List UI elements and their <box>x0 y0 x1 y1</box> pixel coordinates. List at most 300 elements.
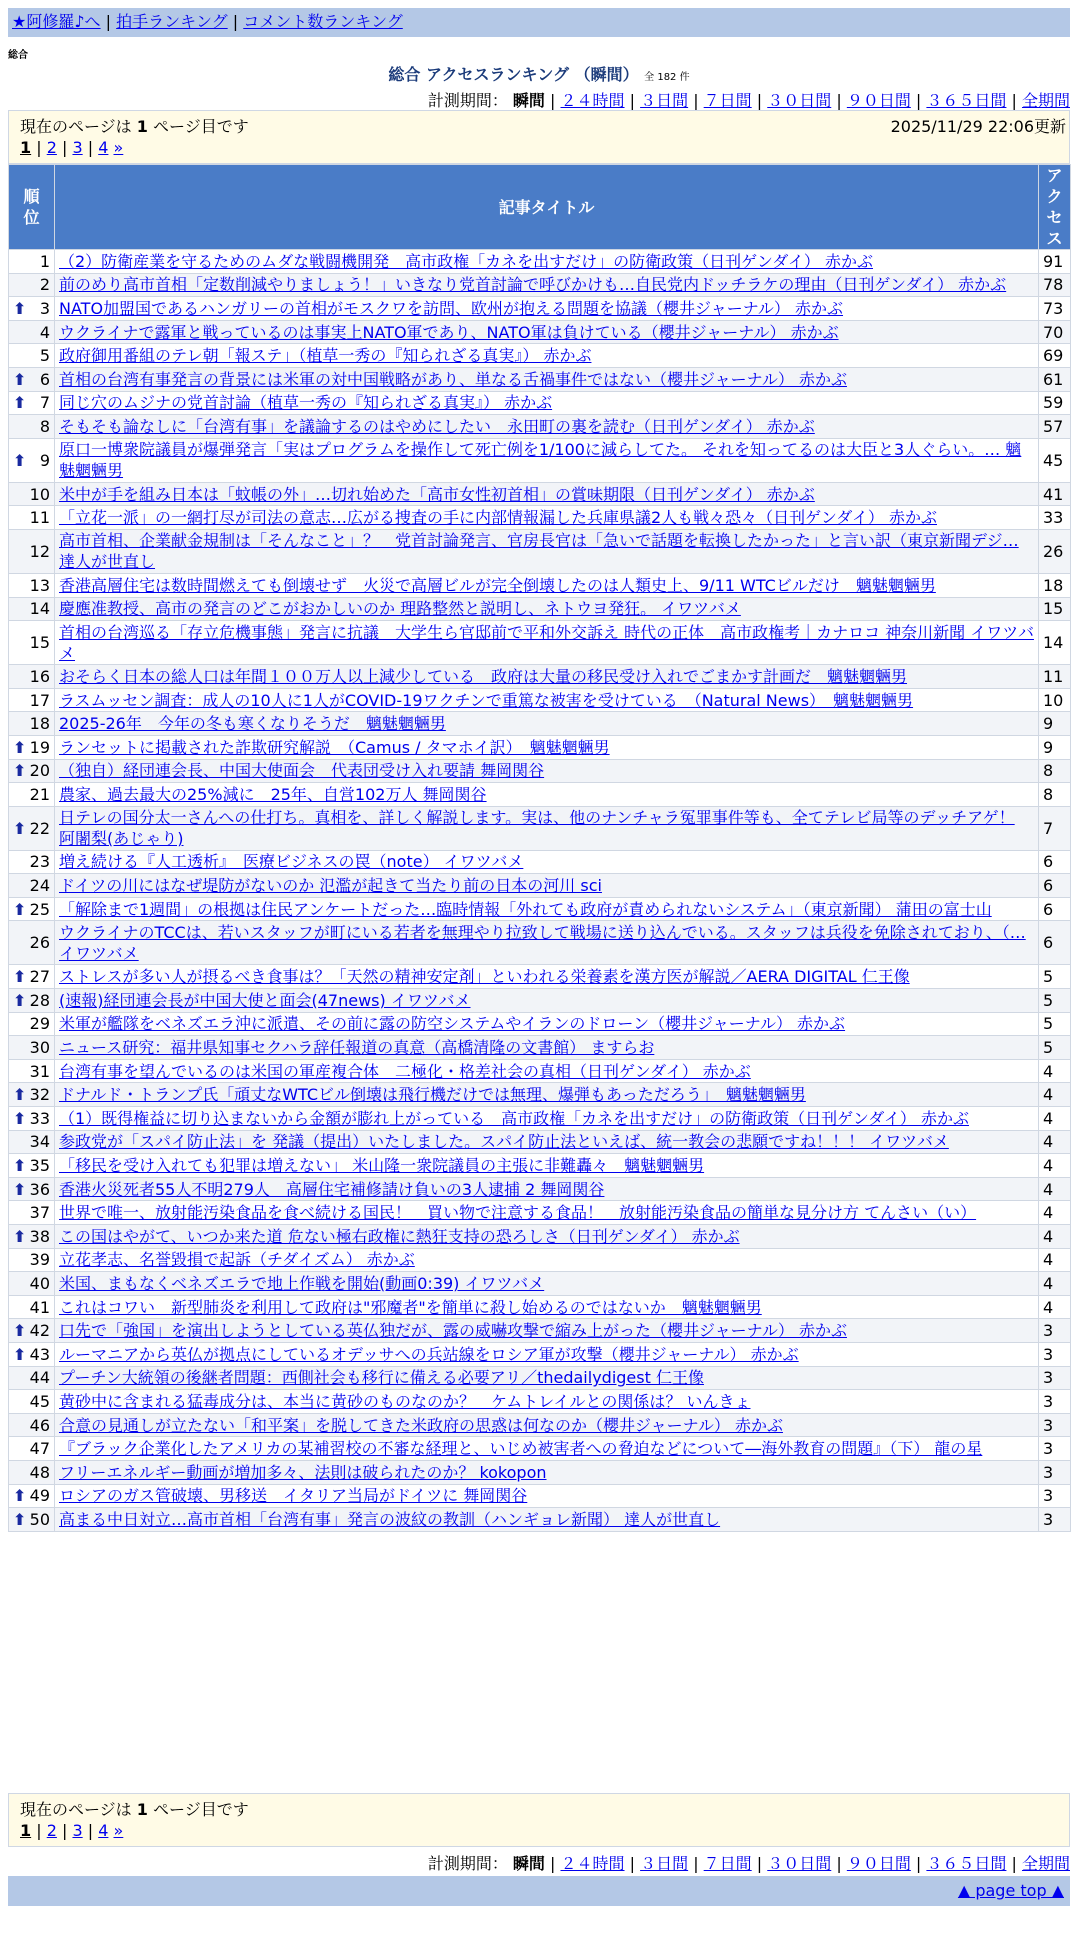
article-link[interactable]: 増え続ける『人工透析』 医療ビジネスの罠（note） イワツバメ <box>59 852 524 872</box>
rank-cell <box>9 1177 55 1201</box>
page-info-number: 1 <box>136 117 148 136</box>
table-row <box>9 1272 1071 1296</box>
article-link[interactable]: これはコワい 新型肺炎を利用して政府は"邪魔者"を簡単に殺し始めるのではないか 魑魅魍魎男 <box>59 1297 762 1317</box>
title-cell <box>55 850 1039 874</box>
rank-number: 36 <box>29 1179 50 1199</box>
rank-cell <box>9 783 55 807</box>
article-link[interactable]: 2025-26年 今年の冬も寒くなりそうだ 魑魅魍魎男 <box>59 714 446 734</box>
up-arrow-icon: ⬆ <box>13 1156 27 1176</box>
title-cell <box>55 1177 1039 1201</box>
count-header: アクセス <box>1039 165 1071 250</box>
title-cell <box>55 506 1039 530</box>
article-link[interactable]: 香港火災死者55人不明279人 高層住宅補修請け負いの3人逮捕 2 舞岡関谷 <box>59 1179 605 1199</box>
title-cell <box>55 250 1039 274</box>
table-row <box>9 688 1071 712</box>
period-link[interactable]: ３日間 <box>640 1854 689 1873</box>
access-count: 4 <box>1039 1225 1071 1249</box>
title-header: 記事タイトル <box>55 165 1039 250</box>
rank-number: 1 <box>39 251 50 271</box>
title-cell <box>55 1342 1039 1366</box>
access-count: 8 <box>1039 759 1071 783</box>
article-link[interactable]: 首相の台湾巡る「存立危機事態」発言に抗議 大学生ら官邸前で平和外交訴え 時代の正体 高市政権考｜カナロコ 神奈川新聞 イワツバメ <box>59 622 1034 663</box>
rank-number: 22 <box>29 818 50 838</box>
title-cell <box>55 735 1039 759</box>
rank-number: 39 <box>29 1250 50 1270</box>
home-link[interactable]: ★阿修羅♪へ <box>12 12 101 31</box>
rank-cell <box>9 621 55 665</box>
table-row <box>9 1177 1071 1201</box>
title-cell <box>55 965 1039 989</box>
page-info-bottom <box>20 1797 249 1820</box>
rank-cell <box>9 806 55 850</box>
title-cell <box>55 759 1039 783</box>
rank-number: 18 <box>29 714 50 734</box>
page-info-number: 1 <box>136 1800 148 1819</box>
access-count: 61 <box>1039 367 1071 391</box>
rank-cell <box>9 897 55 921</box>
rank-number: 2 <box>39 275 50 295</box>
article-link[interactable]: 日テレの国分太一さんへの仕打ち。真相を、詳しく解説します。実は、他のナンチャラ冤罪事件等も、全てテレビ局等のデッチアゲ！ 阿闍梨(あじゃり) <box>59 808 1015 849</box>
access-count: 4 <box>1039 1083 1071 1107</box>
table-row <box>9 1107 1071 1131</box>
table-row <box>9 482 1071 506</box>
up-arrow-icon: ⬆ <box>13 450 27 470</box>
article-link[interactable]: ロシアのガス管破壊、男移送 イタリア当局がドイツに 舞岡関谷 <box>59 1486 528 1506</box>
table-row <box>9 367 1071 391</box>
rank-number: 7 <box>39 393 50 413</box>
period-link[interactable]: ３０日間 <box>767 91 832 110</box>
access-count: 7 <box>1039 806 1071 850</box>
pager-link[interactable]: 2 <box>46 138 57 157</box>
pager-link[interactable]: 2 <box>46 1821 57 1840</box>
rank-number: 28 <box>29 990 50 1010</box>
article-link[interactable]: そもそも論なしに「台湾有事」を議論するのはやめにしたい 永田町の裏を読む（日刊ゲンダイ） 赤かぶ <box>59 416 815 436</box>
rank-cell <box>9 688 55 712</box>
title-cell <box>55 806 1039 850</box>
rank-number: 29 <box>29 1014 50 1034</box>
title-cell <box>55 1083 1039 1107</box>
period-link[interactable]: ３６５日間 <box>926 91 1007 110</box>
access-count: 26 <box>1039 529 1071 573</box>
rank-cell <box>9 1059 55 1083</box>
article-link[interactable]: (速報)経団連会長が中国大使と面会(47news) イワツバメ <box>59 990 471 1010</box>
category-label: 総合 <box>8 50 28 61</box>
rank-number: 30 <box>29 1038 50 1058</box>
separator: | <box>831 1854 847 1873</box>
table-row <box>9 320 1071 344</box>
rank-number: 34 <box>29 1132 50 1152</box>
access-count: 4 <box>1039 1201 1071 1225</box>
table-row <box>9 1460 1071 1484</box>
period-current: 瞬間 <box>512 91 545 110</box>
access-count: 11 <box>1039 665 1071 689</box>
table-row <box>9 1319 1071 1343</box>
title-cell <box>55 438 1039 482</box>
period-link[interactable]: 全期間 <box>1021 91 1070 110</box>
article-link[interactable]: ストレスが多い人が摂るべき食事は？「天然の精神安定剤」といわれる栄養素を漢方医が解説／AERA DIGITAL 仁王像 <box>59 967 910 987</box>
rank-number: 8 <box>39 416 50 436</box>
table-row <box>9 989 1071 1013</box>
rank-cell <box>9 391 55 415</box>
rank-cell <box>9 573 55 597</box>
period-link[interactable]: ９０日間 <box>846 91 911 110</box>
access-count: 5 <box>1039 1012 1071 1036</box>
title-cell <box>55 344 1039 368</box>
access-count: 33 <box>1039 506 1071 530</box>
rank-cell <box>9 320 55 344</box>
article-link[interactable]: ニュース研究：福井県知事セクハラ辞任報道の真意（高橋清隆の文書館） ますらお <box>59 1038 655 1058</box>
table-row <box>9 1083 1071 1107</box>
access-count: 3 <box>1039 1508 1071 1532</box>
rank-cell <box>9 344 55 368</box>
title-cell <box>55 688 1039 712</box>
period-link[interactable]: ２４時間 <box>560 1854 625 1873</box>
access-count: 3 <box>1039 1319 1071 1343</box>
rank-cell <box>9 1201 55 1225</box>
access-count: 91 <box>1039 250 1071 274</box>
article-link[interactable]: この国はやがて、いつか来た道 危ない極右政権に熱狂支持の恐ろしさ（日刊ゲンダイ） 赤かぶ <box>59 1226 740 1246</box>
title-cell <box>55 1225 1039 1249</box>
up-arrow-icon: ⬆ <box>13 990 27 1010</box>
rank-number: 25 <box>29 899 50 919</box>
separator: | <box>751 1854 768 1873</box>
title-cell <box>55 297 1039 321</box>
separator: | <box>36 138 47 157</box>
article-link[interactable]: 米国、まもなくベネズエラで地上作戦を開始(動画0:39) イワツバメ <box>59 1273 545 1293</box>
up-arrow-icon: ⬆ <box>13 899 27 919</box>
access-count: 6 <box>1039 850 1071 874</box>
rank-cell <box>9 1154 55 1178</box>
title-cell <box>55 1248 1039 1272</box>
rank-number: 13 <box>29 575 50 595</box>
rank-cell <box>9 482 55 506</box>
access-count: 3 <box>1039 1390 1071 1414</box>
up-arrow-icon: ⬆ <box>13 1179 27 1199</box>
table-header-row <box>9 165 1071 250</box>
article-link[interactable]: 米中が手を組み日本は「蚊帳の外」…切れ始めた「高市女性初首相」の賞味期限（日刊ゲンダイ） 赤かぶ <box>59 484 815 504</box>
rank-number: 4 <box>39 322 50 342</box>
title-cell <box>55 1272 1039 1296</box>
article-link[interactable]: 「移民を受け入れても犯罪は増えない」 米山隆一衆院議員の主張に非難轟々 魑魅魍魎男 <box>59 1156 705 1176</box>
title-cell <box>55 320 1039 344</box>
separator: | <box>105 12 117 31</box>
article-link[interactable]: （2）防衛産業を守るためのムダな戦闘機開発 高市政権「カネを出すだけ」の防衛政策（日刊ゲンダイ） 赤かぶ <box>59 251 873 271</box>
rank-number: 48 <box>29 1462 50 1482</box>
rank-cell <box>9 965 55 989</box>
table-row <box>9 529 1071 573</box>
rank-cell <box>9 712 55 736</box>
period-link[interactable]: ９０日間 <box>846 1854 911 1873</box>
access-count: 5 <box>1039 989 1071 1013</box>
title-cell <box>55 665 1039 689</box>
rank-cell <box>9 367 55 391</box>
access-count: 4 <box>1039 1248 1071 1272</box>
pager-next[interactable]: » <box>113 138 124 157</box>
title-cell <box>55 874 1039 898</box>
access-count: 3 <box>1039 1413 1071 1437</box>
access-count: 18 <box>1039 573 1071 597</box>
rank-number: 31 <box>29 1061 50 1081</box>
title-cell <box>55 1130 1039 1154</box>
pager-current: 1 <box>20 138 32 157</box>
rank-number: 15 <box>29 633 50 653</box>
article-link[interactable]: 世界で唯一、放射能汚染食品を食べ続ける国民！ 買い物で注意する食品！ 放射能汚染食品の簡単な見分け方 てんさい（い） <box>59 1203 977 1223</box>
table-row <box>9 712 1071 736</box>
up-arrow-icon: ⬆ <box>13 761 27 781</box>
table-row <box>9 1484 1071 1508</box>
article-link[interactable]: 立花孝志、名誉毀損で起訴（チダイズム） 赤かぶ <box>59 1250 415 1270</box>
rank-cell <box>9 1130 55 1154</box>
rank-number: 9 <box>39 450 50 470</box>
up-arrow-icon: ⬆ <box>13 1509 27 1529</box>
article-link[interactable]: NATO加盟国であるハンガリーの首相がモスクワを訪問、欧州が抱える問題を協議（櫻井ジャーナル） 赤かぶ <box>59 298 844 318</box>
table-row <box>9 897 1071 921</box>
article-link[interactable]: ウクライナのTCCは、若いスタッフが町にいる若者を無理やり拉致して戦場に送り込んでいる。スタッフは兵役を免除されており、（… イワツバメ <box>59 922 1026 963</box>
separator: | <box>831 91 847 110</box>
article-link[interactable]: 台湾有事を望んでいるのは米国の軍産複合体 二極化・格差社会の真相（日刊ゲンダイ） 赤かぶ <box>59 1061 751 1081</box>
period-link[interactable]: ７日間 <box>703 1854 752 1873</box>
rank-cell <box>9 1413 55 1437</box>
article-link[interactable]: （独自）経団連会長、中国大使面会 代表団受け入れ要請 舞岡関谷 <box>59 761 545 781</box>
page-top-link[interactable]: ▲ page top ▲ <box>957 1881 1064 1900</box>
pager-next[interactable]: » <box>113 1821 124 1840</box>
rank-cell <box>9 506 55 530</box>
rank-cell <box>9 665 55 689</box>
table-row <box>9 250 1071 274</box>
title-cell <box>55 273 1039 297</box>
access-count: 3 <box>1039 1366 1071 1390</box>
table-row <box>9 1390 1071 1414</box>
table-row <box>9 1154 1071 1178</box>
table-row <box>9 344 1071 368</box>
rank-cell <box>9 1508 55 1532</box>
table-row <box>9 391 1071 415</box>
article-link[interactable]: ランセットに掲載された詐欺研究解説 （Camus / タマホイ訳） 魑魅魍魎男 <box>59 737 610 757</box>
access-count: 4 <box>1039 1272 1071 1296</box>
article-link[interactable]: 「立花一派」の一網打尽が司法の意志…広がる捜査の手に内部情報漏した兵庫県議2人も戦々恐々（日刊ゲンダイ） 赤かぶ <box>59 508 937 528</box>
table-row <box>9 965 1071 989</box>
article-link[interactable]: 合意の見通しが立たない「和平案」を脱してきた米政府の思惑は何なのか（櫻井ジャーナル） 赤かぶ <box>59 1415 783 1435</box>
access-count: 4 <box>1039 1059 1071 1083</box>
table-row <box>9 506 1071 530</box>
article-link[interactable]: （1）既得権益に切り込まないから金額が膨れ上がっている 高市政権「カネを出すだけ」の防衛政策（日刊ゲンダイ） 赤かぶ <box>59 1108 969 1128</box>
title-cell <box>55 783 1039 807</box>
period-link[interactable]: ２４時間 <box>560 91 625 110</box>
separator: | <box>688 1854 704 1873</box>
bottom-bar <box>8 1876 1070 1906</box>
period-link[interactable]: ７日間 <box>703 91 752 110</box>
rank-number: 27 <box>29 967 50 987</box>
access-count: 59 <box>1039 391 1071 415</box>
separator: | <box>36 1821 47 1840</box>
article-link[interactable]: 政府御用番組のテレ朝「報ステ」（植草一秀の『知られざる真実』） 赤かぶ <box>59 346 592 366</box>
period-link[interactable]: ３０日間 <box>767 1854 832 1873</box>
rank-cell <box>9 1272 55 1296</box>
rank-number: 3 <box>39 298 50 318</box>
table-row <box>9 783 1071 807</box>
access-count: 3 <box>1039 1460 1071 1484</box>
article-link[interactable]: ウクライナで露軍と戦っているのは事実上NATO軍であり、NATO軍は負けている（櫻井ジャーナル） 赤かぶ <box>59 322 839 342</box>
article-link[interactable]: 「解除まで1週間」の根拠は住民アンケートだった…臨時情報「外れても政府が責められないシステム」（東京新聞） 蒲田の富士山 <box>59 899 992 919</box>
rank-cell <box>9 1460 55 1484</box>
rank-number: 17 <box>29 690 50 710</box>
table-row <box>9 874 1071 898</box>
access-count: 9 <box>1039 735 1071 759</box>
article-link[interactable]: 首相の台湾有事発言の背景には米軍の対中国戦略があり、単なる舌禍事件ではない（櫻井ジャーナル） 赤かぶ <box>59 369 847 389</box>
rank-number: 40 <box>29 1273 50 1293</box>
table-row <box>9 1201 1071 1225</box>
rank-number: 49 <box>29 1486 50 1506</box>
rank-number: 45 <box>29 1391 50 1411</box>
article-link[interactable]: ドイツの川にはなぜ堤防がないのか 氾濫が起きて当たり前の日本の河川 sci <box>59 876 602 896</box>
title-cell <box>55 1012 1039 1036</box>
article-link[interactable]: おそらく日本の総人口は年間１００万人以上減少している 政府は大量の移民受け入れでごまかす計画だ 魑魅魍魎男 <box>59 666 908 686</box>
period-link[interactable]: ３６５日間 <box>926 1854 1007 1873</box>
title-cell <box>55 482 1039 506</box>
rank-number: 42 <box>29 1321 50 1341</box>
access-count: 73 <box>1039 297 1071 321</box>
article-link[interactable]: 米軍が艦隊をベネズエラ沖に派遣、その前に露の防空システムやイランのドローン（櫻井ジャーナル） 赤かぶ <box>59 1014 846 1034</box>
rank-cell <box>9 850 55 874</box>
title-cell <box>55 1154 1039 1178</box>
access-count: 15 <box>1039 597 1071 621</box>
article-link[interactable]: 『ブラック企業化したアメリカの某補習校の不審な経理と、いじめ被害者への脅迫などについて―海外教育の問題』（下） 龍の星 <box>59 1439 983 1459</box>
comment-ranking-link[interactable]: コメント数ランキング <box>243 12 403 31</box>
rank-cell <box>9 921 55 965</box>
table-row <box>9 573 1071 597</box>
page-info-suffix: ページ目です <box>153 117 249 136</box>
access-count: 41 <box>1039 482 1071 506</box>
article-link[interactable]: 香港高層住宅は数時間燃えても倒壊せず 火災で高層ビルが完全倒壊したのは人類史上、9/11 WTCビルだけ 魑魅魍魎男 <box>59 575 936 595</box>
article-link[interactable]: 参政党が「スパイ防止法」を 発議（提出）いたしました。スパイ防止法といえば、統一教会の悲願ですね！！！ イワツバメ <box>59 1132 949 1152</box>
access-count: 8 <box>1039 783 1071 807</box>
rank-number: 43 <box>29 1344 50 1364</box>
period-link[interactable]: 全期間 <box>1021 1854 1070 1873</box>
pager-link[interactable]: 3 <box>72 138 83 157</box>
separator: | <box>1006 1854 1022 1873</box>
access-count: 69 <box>1039 344 1071 368</box>
article-link[interactable]: ドナルド・トランプ氏「頑丈なWTCビル倒壊は飛行機だけでは無理、爆弾もあっただろう」 魑魅魍魎男 <box>59 1085 806 1105</box>
rank-number: 44 <box>29 1368 50 1388</box>
article-link[interactable]: 慶應准教授、高市の発言のどこがおかしいのか 理路整然と説明し、ネトウヨ発狂。 イワツバメ <box>59 599 741 619</box>
pager-link[interactable]: 4 <box>98 138 109 157</box>
rank-cell <box>9 597 55 621</box>
access-count: 3 <box>1039 1437 1071 1461</box>
table-row <box>9 1366 1071 1390</box>
rank-number: 47 <box>29 1439 50 1459</box>
article-link[interactable]: 黄砂中に含まれる猛毒成分は、本当に黄砂のものなのか？ ケムトレイルとの関係は？ いんきょ <box>59 1391 751 1411</box>
separator: | <box>56 1821 73 1840</box>
separator: | <box>56 138 73 157</box>
access-count: 6 <box>1039 897 1071 921</box>
rank-number: 33 <box>29 1108 50 1128</box>
rank-cell <box>9 1012 55 1036</box>
article-link[interactable]: 同じ穴のムジナの党首討論（植草一秀の『知られざる真実』） 赤かぶ <box>59 393 553 413</box>
period-label: 計測期間： <box>427 91 508 110</box>
table-row <box>9 806 1071 850</box>
period-current: 瞬間 <box>512 1854 545 1873</box>
separator: | <box>688 91 704 110</box>
table-row <box>9 1508 1071 1532</box>
period-link[interactable]: ３日間 <box>640 91 689 110</box>
table-row <box>9 621 1071 665</box>
table-row <box>9 1225 1071 1249</box>
separator: | <box>550 1854 561 1873</box>
rank-number: 11 <box>29 508 50 528</box>
rank-cell <box>9 1036 55 1060</box>
rank-number: 23 <box>29 852 50 872</box>
rank-cell <box>9 273 55 297</box>
access-count: 3 <box>1039 1484 1071 1508</box>
title-cell <box>55 391 1039 415</box>
access-count: 57 <box>1039 415 1071 439</box>
article-link[interactable]: ルーマニアから英仏が拠点にしているオデッサへの兵站線をロシア軍が攻撃（櫻井ジャーナル） 赤かぶ <box>59 1344 799 1364</box>
updated-timestamp: 2025/11/29 22:06更新 <box>890 117 1066 136</box>
title-cell <box>55 415 1039 439</box>
article-link[interactable]: 農家、過去最大の25%減に 25年、自営102万人 舞岡関谷 <box>59 784 487 804</box>
table-row <box>9 1059 1071 1083</box>
access-count: 6 <box>1039 874 1071 898</box>
up-arrow-icon: ⬆ <box>13 369 27 389</box>
table-row <box>9 1295 1071 1319</box>
title-cell <box>55 1295 1039 1319</box>
rank-cell <box>9 759 55 783</box>
rank-number: 12 <box>29 541 50 561</box>
separator: | <box>82 138 99 157</box>
article-link[interactable]: 口先で「強国」を演出しようとしている英仏独だが、露の威嚇攻撃で縮み上がった（櫻井ジャーナル） 赤かぶ <box>59 1321 847 1341</box>
article-link[interactable]: プーチン大統領の後継者問題：西側社会も移行に備える必要アリ／thedailydigest 仁王像 <box>59 1368 704 1388</box>
rank-cell <box>9 529 55 573</box>
article-link[interactable]: フリーエネルギー動画が増加多々、法則は破られたのか？ kokopon <box>59 1462 547 1482</box>
article-link[interactable]: 高まる中日対立…高市首相「台湾有事」発言の波紋の教訓（ハンギョレ新聞） 達人が世直し <box>59 1509 721 1529</box>
pager-top <box>20 138 123 157</box>
article-link[interactable]: 原口一博衆院議員が爆弾発言「実はプログラムを操作して死亡例を1/100に減らしてた。 それを知ってるのは大臣と3人ぐらい。… 魑魅魍魎男 <box>59 440 1022 481</box>
rank-number: 5 <box>39 346 50 366</box>
title-cell <box>55 712 1039 736</box>
access-count: 4 <box>1039 1177 1071 1201</box>
access-count: 5 <box>1039 965 1071 989</box>
top-nav-bar <box>8 8 1070 37</box>
article-link[interactable]: 前のめり高市首相「定数削減やりましょう！」いきなり党首討論で呼びかけも…自民党内ドッチラケの理由（日刊ゲンダイ） 赤かぶ <box>59 275 1007 295</box>
separator: | <box>910 1854 927 1873</box>
period-label: 計測期間： <box>427 1854 508 1873</box>
ranking-title: 総合 アクセスランキング （瞬間） <box>388 65 639 84</box>
total-count: 全 182 件 <box>644 72 690 83</box>
pager-link[interactable]: 4 <box>98 1821 109 1840</box>
period-selector-top <box>428 88 1070 111</box>
rank-cell <box>9 1295 55 1319</box>
page-title <box>0 62 1078 85</box>
separator: | <box>910 91 927 110</box>
separator: | <box>624 1854 641 1873</box>
table-row <box>9 1342 1071 1366</box>
access-count: 5 <box>1039 1036 1071 1060</box>
rank-number: 38 <box>29 1226 50 1246</box>
table-row <box>9 415 1071 439</box>
ranking-table <box>8 164 1071 1532</box>
up-arrow-icon: ⬆ <box>13 1108 27 1128</box>
rank-cell <box>9 438 55 482</box>
clap-ranking-link[interactable]: 拍手ランキング <box>116 12 228 31</box>
article-link[interactable]: 高市首相、企業献金規制は「そんなこと」？ 党首討論発言、官房長官は「急いで話題を転換したかった」と言い訳（東京新聞デジ… 達人が世直し <box>59 531 1019 572</box>
access-count: 78 <box>1039 273 1071 297</box>
up-arrow-icon: ⬆ <box>13 1486 27 1506</box>
article-link[interactable]: ラスムッセン調査：成人の10人に1人がCOVID-19ワクチンで重篤な被害を受けている （Natural News） 魑魅魍魎男 <box>59 690 914 710</box>
rank-number: 20 <box>29 761 50 781</box>
rank-number: 35 <box>29 1156 50 1176</box>
rank-cell <box>9 1484 55 1508</box>
pager-link[interactable]: 3 <box>72 1821 83 1840</box>
